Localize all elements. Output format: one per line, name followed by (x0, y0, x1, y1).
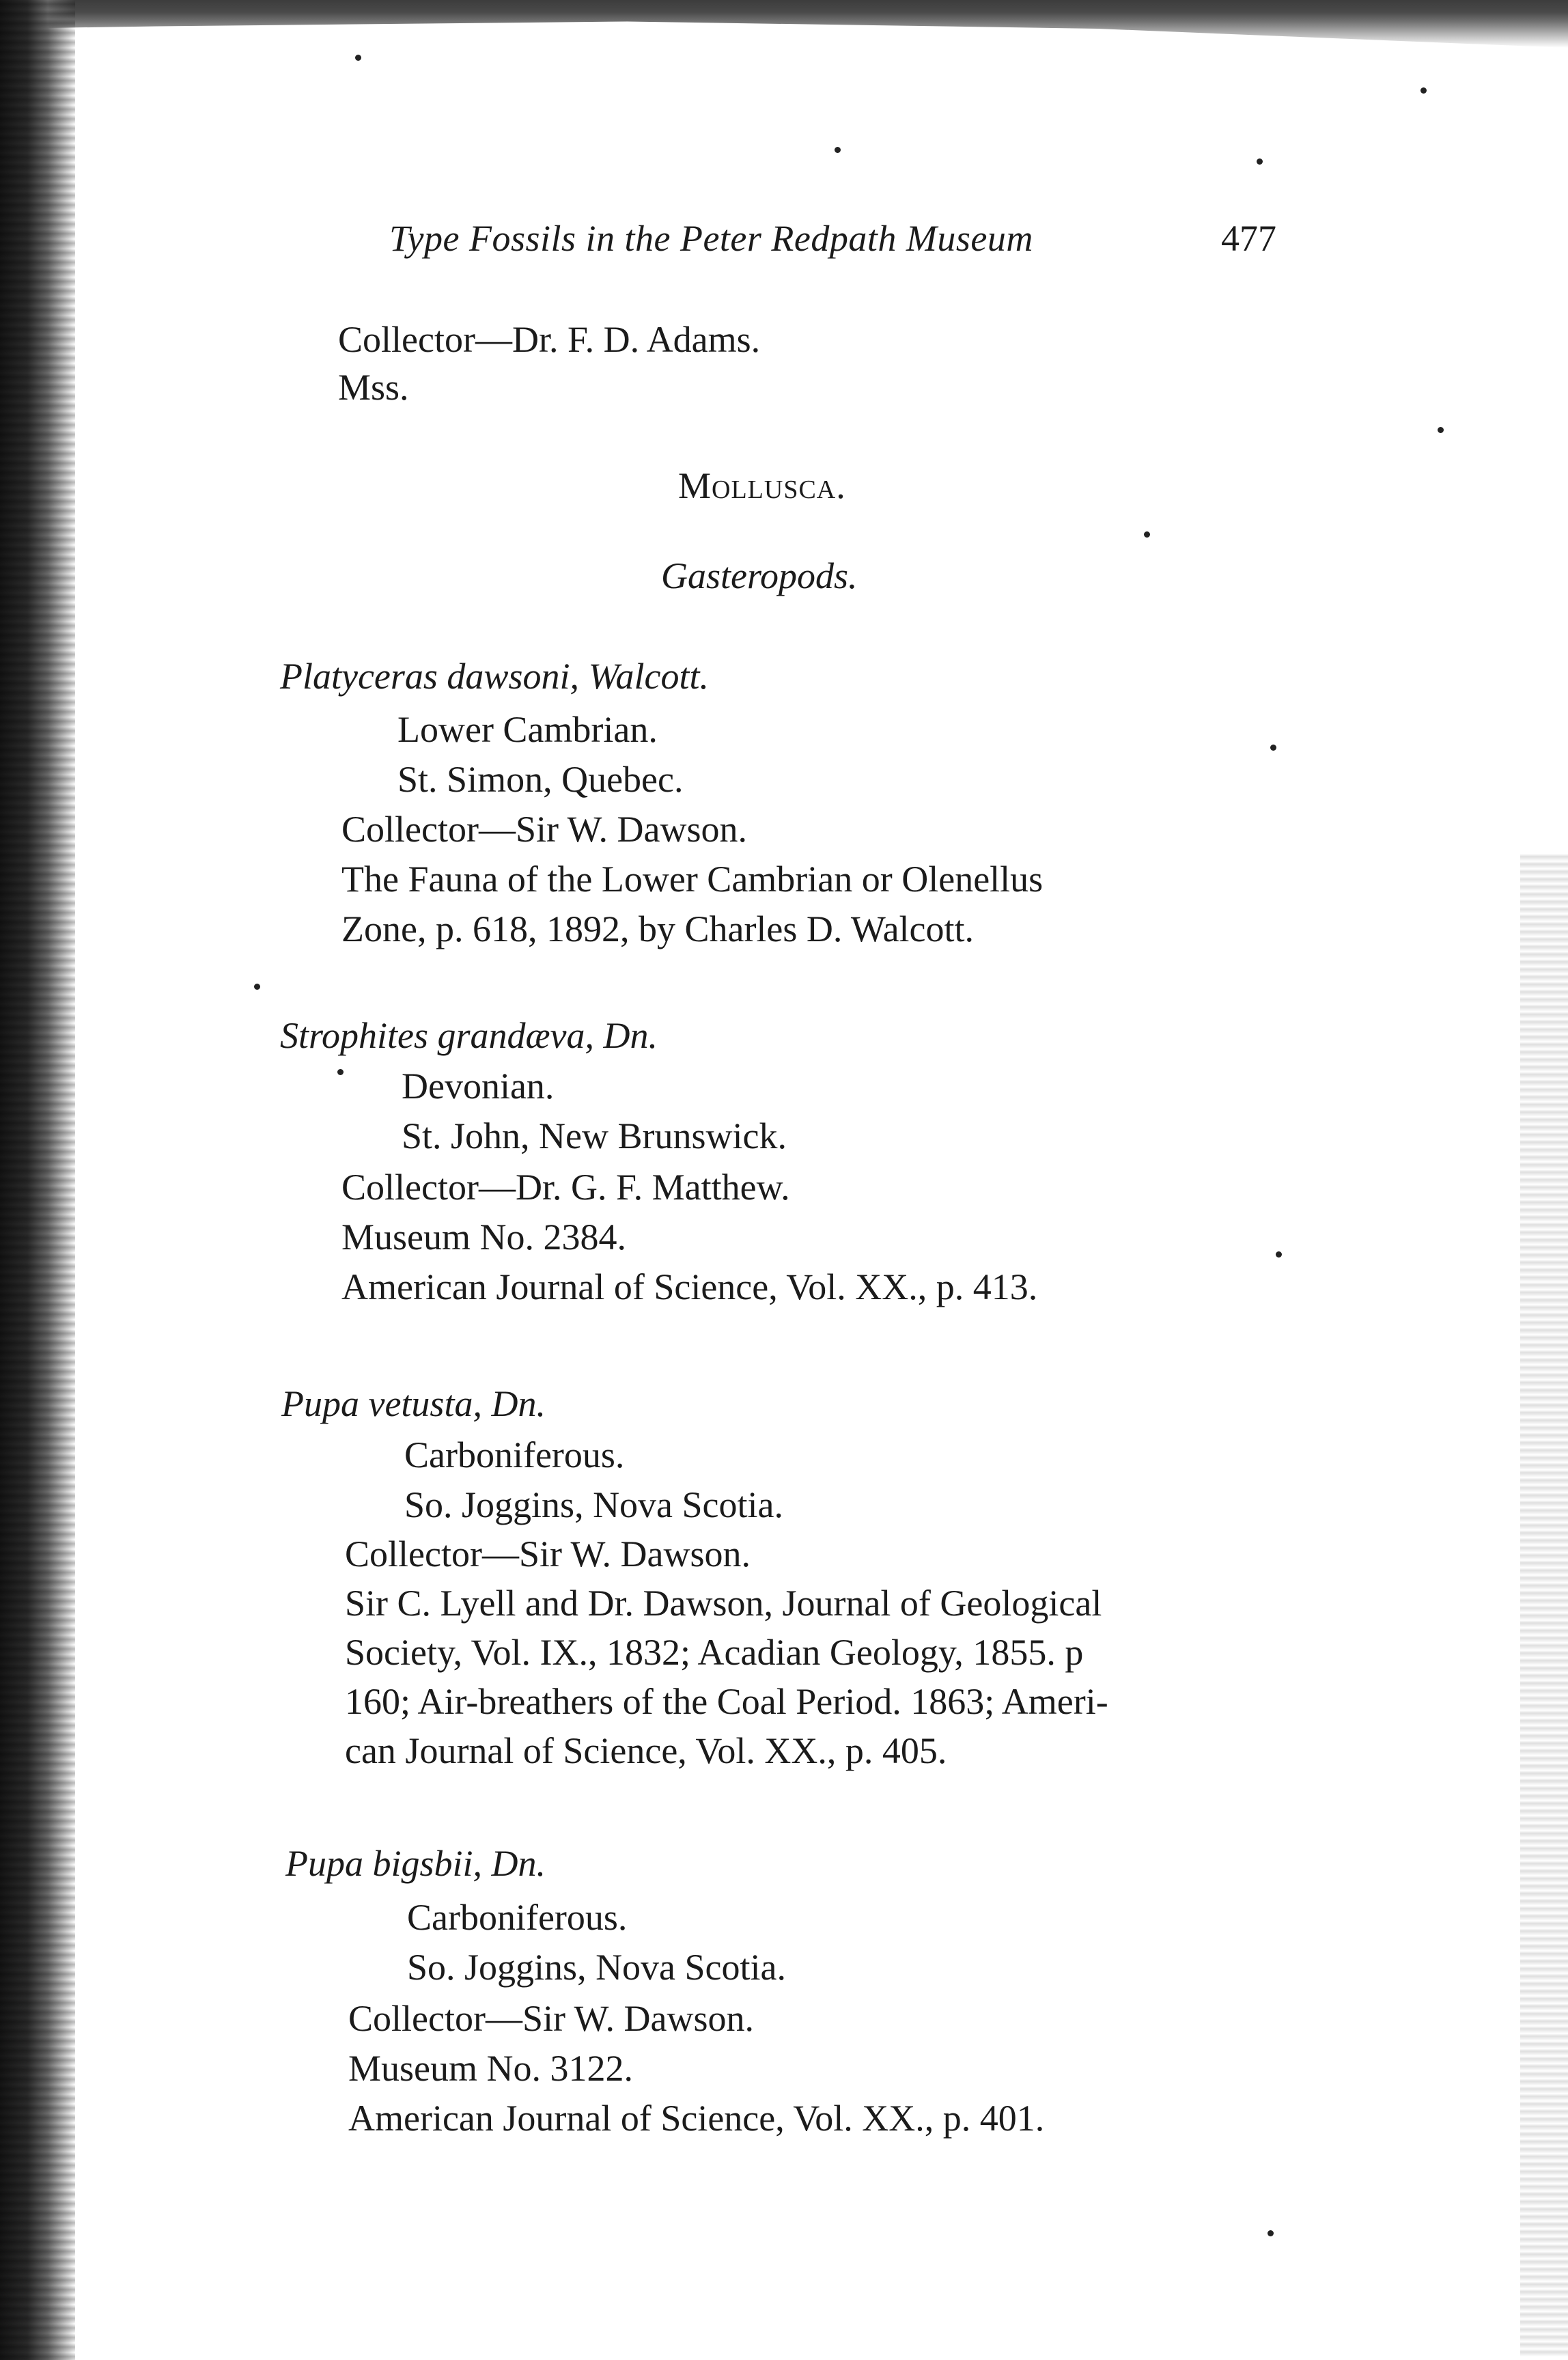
scan-speck (355, 55, 361, 61)
entry-line: 160; Air-breathers of the Coal Period. 1863; Ameri- (345, 1681, 1108, 1722)
scan-speck (254, 984, 260, 990)
scan-speck (337, 1069, 344, 1075)
entry-line: St. Simon, Quebec. (397, 759, 684, 800)
scan-speck (1438, 427, 1444, 433)
entry-line: So. Joggins, Nova Scotia. (407, 1947, 787, 1988)
entry-line: American Journal of Science, Vol. XX., p. 413. (341, 1266, 1038, 1307)
scan-speck (1420, 87, 1427, 94)
subsection-heading: Gasteropods. (661, 555, 858, 596)
entry-line: Collector—Dr. G. F. Matthew. (341, 1167, 790, 1208)
entry-line: St. John, New Brunswick. (402, 1115, 787, 1156)
scan-speck (1268, 2230, 1274, 2236)
entry-line: can Journal of Science, Vol. XX., p. 405. (345, 1730, 947, 1771)
section-heading: Mollusca. (678, 465, 846, 506)
entry-line: Collector—Sir W. Dawson. (341, 809, 747, 850)
entry-line: Devonian. (402, 1066, 555, 1107)
scan-speck (1257, 158, 1263, 165)
scan-right-edge (1520, 854, 1568, 2357)
running-head: Type Fossils in the Peter Redpath Museum (389, 218, 1033, 259)
scan-binding-edge (0, 0, 75, 2360)
entry-line: Museum No. 3122. (348, 2048, 633, 2089)
entry-line: Museum No. 2384. (341, 1217, 626, 1258)
scan-speck (1276, 1251, 1282, 1258)
entry-line: Society, Vol. IX., 1832; Acadian Geology, 1855. p (345, 1632, 1084, 1673)
entry-line: Zone, p. 618, 1892, by Charles D. Walcott. (341, 908, 975, 949)
species-name: Pupa bigsbii, Dn. (285, 1843, 546, 1884)
scan-speck (1144, 531, 1150, 538)
entry-line: The Fauna of the Lower Cambrian or Olenellus (341, 859, 1044, 900)
entry-line: So. Joggins, Nova Scotia. (404, 1484, 784, 1525)
scan-speck (835, 147, 841, 153)
entry-line: Sir C. Lyell and Dr. Dawson, Journal of Geological (345, 1583, 1102, 1624)
entry-line: Carboniferous. (407, 1897, 628, 1938)
scan-speck (1270, 745, 1276, 751)
page-header (389, 217, 1277, 272)
entry-line: Collector—Sir W. Dawson. (345, 1533, 751, 1574)
entry-line: American Journal of Science, Vol. XX., p. 401. (348, 2098, 1045, 2139)
species-name: Platyceras dawsoni, Walcott. (280, 656, 709, 697)
species-name: Strophites grandæva, Dn. (280, 1015, 658, 1056)
intro-mss: Mss. (338, 367, 409, 408)
entry-line: Collector—Sir W. Dawson. (348, 1998, 754, 2039)
species-name: Pupa vetusta, Dn. (281, 1383, 546, 1424)
intro-collector: Collector—Dr. F. D. Adams. (338, 319, 761, 360)
entry-line: Lower Cambrian. (397, 709, 658, 750)
scan-top-border (0, 0, 1568, 48)
entry-line: Carboniferous. (404, 1434, 625, 1475)
page-number: 477 (1221, 218, 1276, 259)
